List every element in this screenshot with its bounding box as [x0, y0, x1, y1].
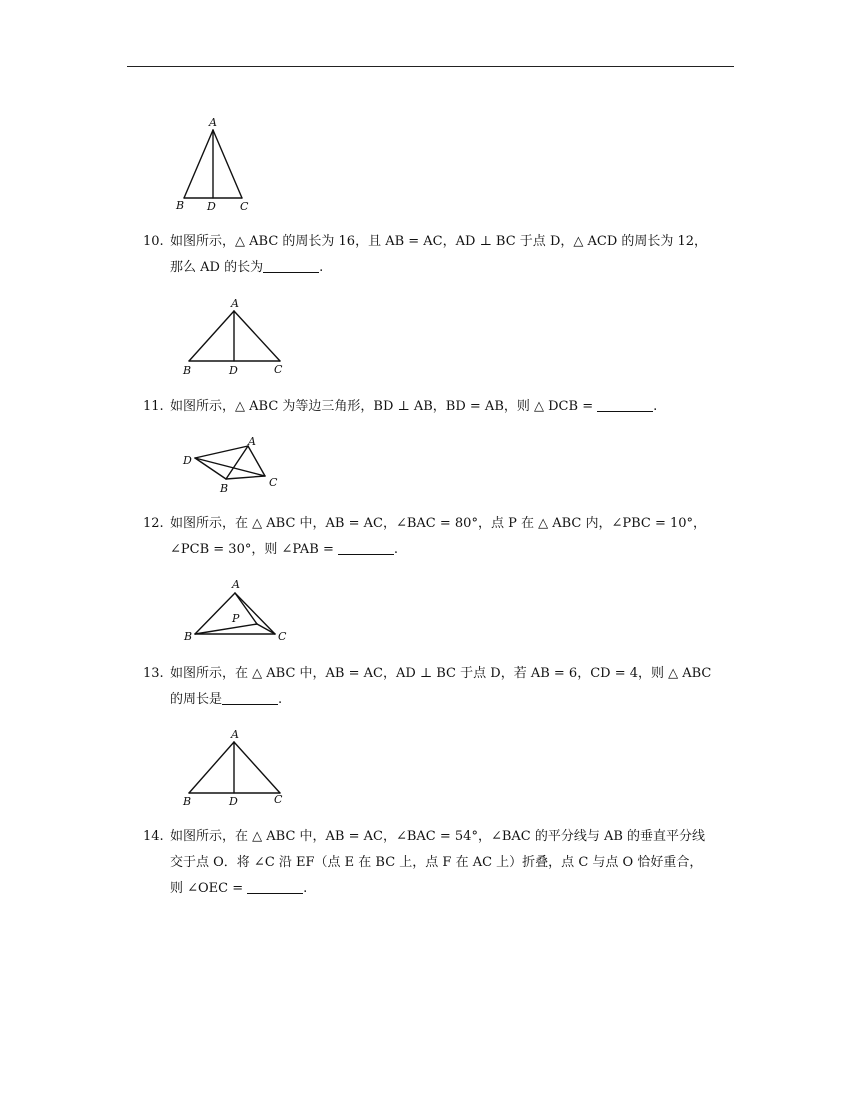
question-text: 那么 AD 的长为	[170, 260, 264, 275]
segment-bc	[226, 476, 265, 479]
question-14	[143, 824, 743, 902]
label-a: A	[209, 116, 217, 129]
question-text-end: .	[319, 260, 324, 275]
figure-q9-triangle	[170, 110, 260, 215]
question-text: 如图所示，在 △ ABC 中，AB = AC，AD ⊥ BC 于点 D，若 AB = 6，CD = 4，则 △ ABC	[170, 666, 712, 681]
segment-ac	[248, 446, 265, 476]
question-text-end: .	[653, 399, 658, 414]
figure-q13-triangle	[176, 727, 296, 807]
figure-q10-triangle	[176, 296, 296, 376]
label-b: B	[183, 795, 192, 808]
label-d: D	[229, 795, 238, 808]
label-a: A	[248, 435, 256, 448]
segment-ac	[234, 311, 280, 361]
question-text: 如图所示，△ ABC 的周长为 16，且 AB = AC，AD ⊥ BC 于点 D，△ ACD 的周长为 12，	[170, 234, 708, 249]
segment-ac	[234, 742, 280, 793]
question-text-end: .	[303, 881, 308, 896]
question-13	[143, 661, 743, 713]
question-11	[143, 394, 743, 420]
segment-ab	[189, 311, 234, 361]
label-c: C	[274, 363, 283, 376]
question-number: 11.	[143, 399, 164, 414]
label-c: C	[278, 630, 287, 643]
label-b: B	[220, 482, 229, 495]
label-c: C	[269, 476, 278, 489]
label-a: A	[231, 297, 239, 310]
question-text: 如图所示，在 △ ABC 中，AB = AC，∠BAC = 54°，∠BAC 的平分线与 AB 的垂直平分线	[170, 829, 706, 844]
label-d: D	[207, 200, 216, 213]
question-number: 13.	[143, 666, 164, 681]
answer-blank[interactable]	[338, 539, 394, 555]
answer-blank[interactable]	[597, 396, 653, 412]
segment-ac	[235, 593, 275, 634]
header-rule	[127, 66, 734, 67]
label-b: B	[176, 199, 185, 212]
segment-ab	[189, 742, 234, 793]
label-a: A	[232, 578, 240, 591]
segment-bp	[195, 624, 257, 634]
figure-q11-triangle	[180, 432, 290, 498]
question-text: 交于点 O．将 ∠C 沿 EF（点 E 在 BC 上，点 F 在 AC 上）折叠，点 C 与点 O 恰好重合，	[170, 855, 703, 870]
question-text-end: .	[278, 692, 283, 707]
question-text-end: .	[393, 542, 399, 557]
question-number: 14.	[143, 829, 164, 844]
figure-q12-triangle	[180, 576, 295, 646]
question-text: 则 ∠OEC =	[170, 881, 244, 896]
label-c: C	[240, 200, 249, 213]
label-c: C	[274, 793, 283, 806]
segment-ab	[184, 130, 213, 198]
question-12	[143, 511, 743, 563]
segment-da	[195, 446, 248, 458]
segment-ac	[213, 130, 242, 198]
question-number: 10.	[143, 234, 164, 249]
label-d: D	[229, 364, 238, 377]
label-b: B	[184, 630, 193, 643]
question-text: 的周长是	[170, 692, 223, 707]
question-text: ∠PCB = 30°，则 ∠PAB =	[170, 542, 334, 557]
label-b: B	[183, 364, 192, 377]
question-number: 12.	[143, 516, 164, 531]
question-text: 如图所示，在 △ ABC 中，AB = AC，∠BAC = 80°，点 P 在 △ ABC 内，∠PBC = 10°，	[170, 516, 707, 531]
question-10	[143, 229, 743, 281]
segment-db	[195, 458, 226, 479]
question-text: 如图所示，△ ABC 为等边三角形，BD ⊥ AB，BD = AB，则 △ DCB =	[170, 399, 594, 414]
label-a: A	[231, 728, 239, 741]
label-d: D	[183, 454, 192, 467]
label-p: P	[232, 612, 240, 625]
answer-blank[interactable]	[247, 878, 303, 894]
answer-blank[interactable]	[263, 257, 319, 273]
answer-blank[interactable]	[222, 689, 278, 705]
